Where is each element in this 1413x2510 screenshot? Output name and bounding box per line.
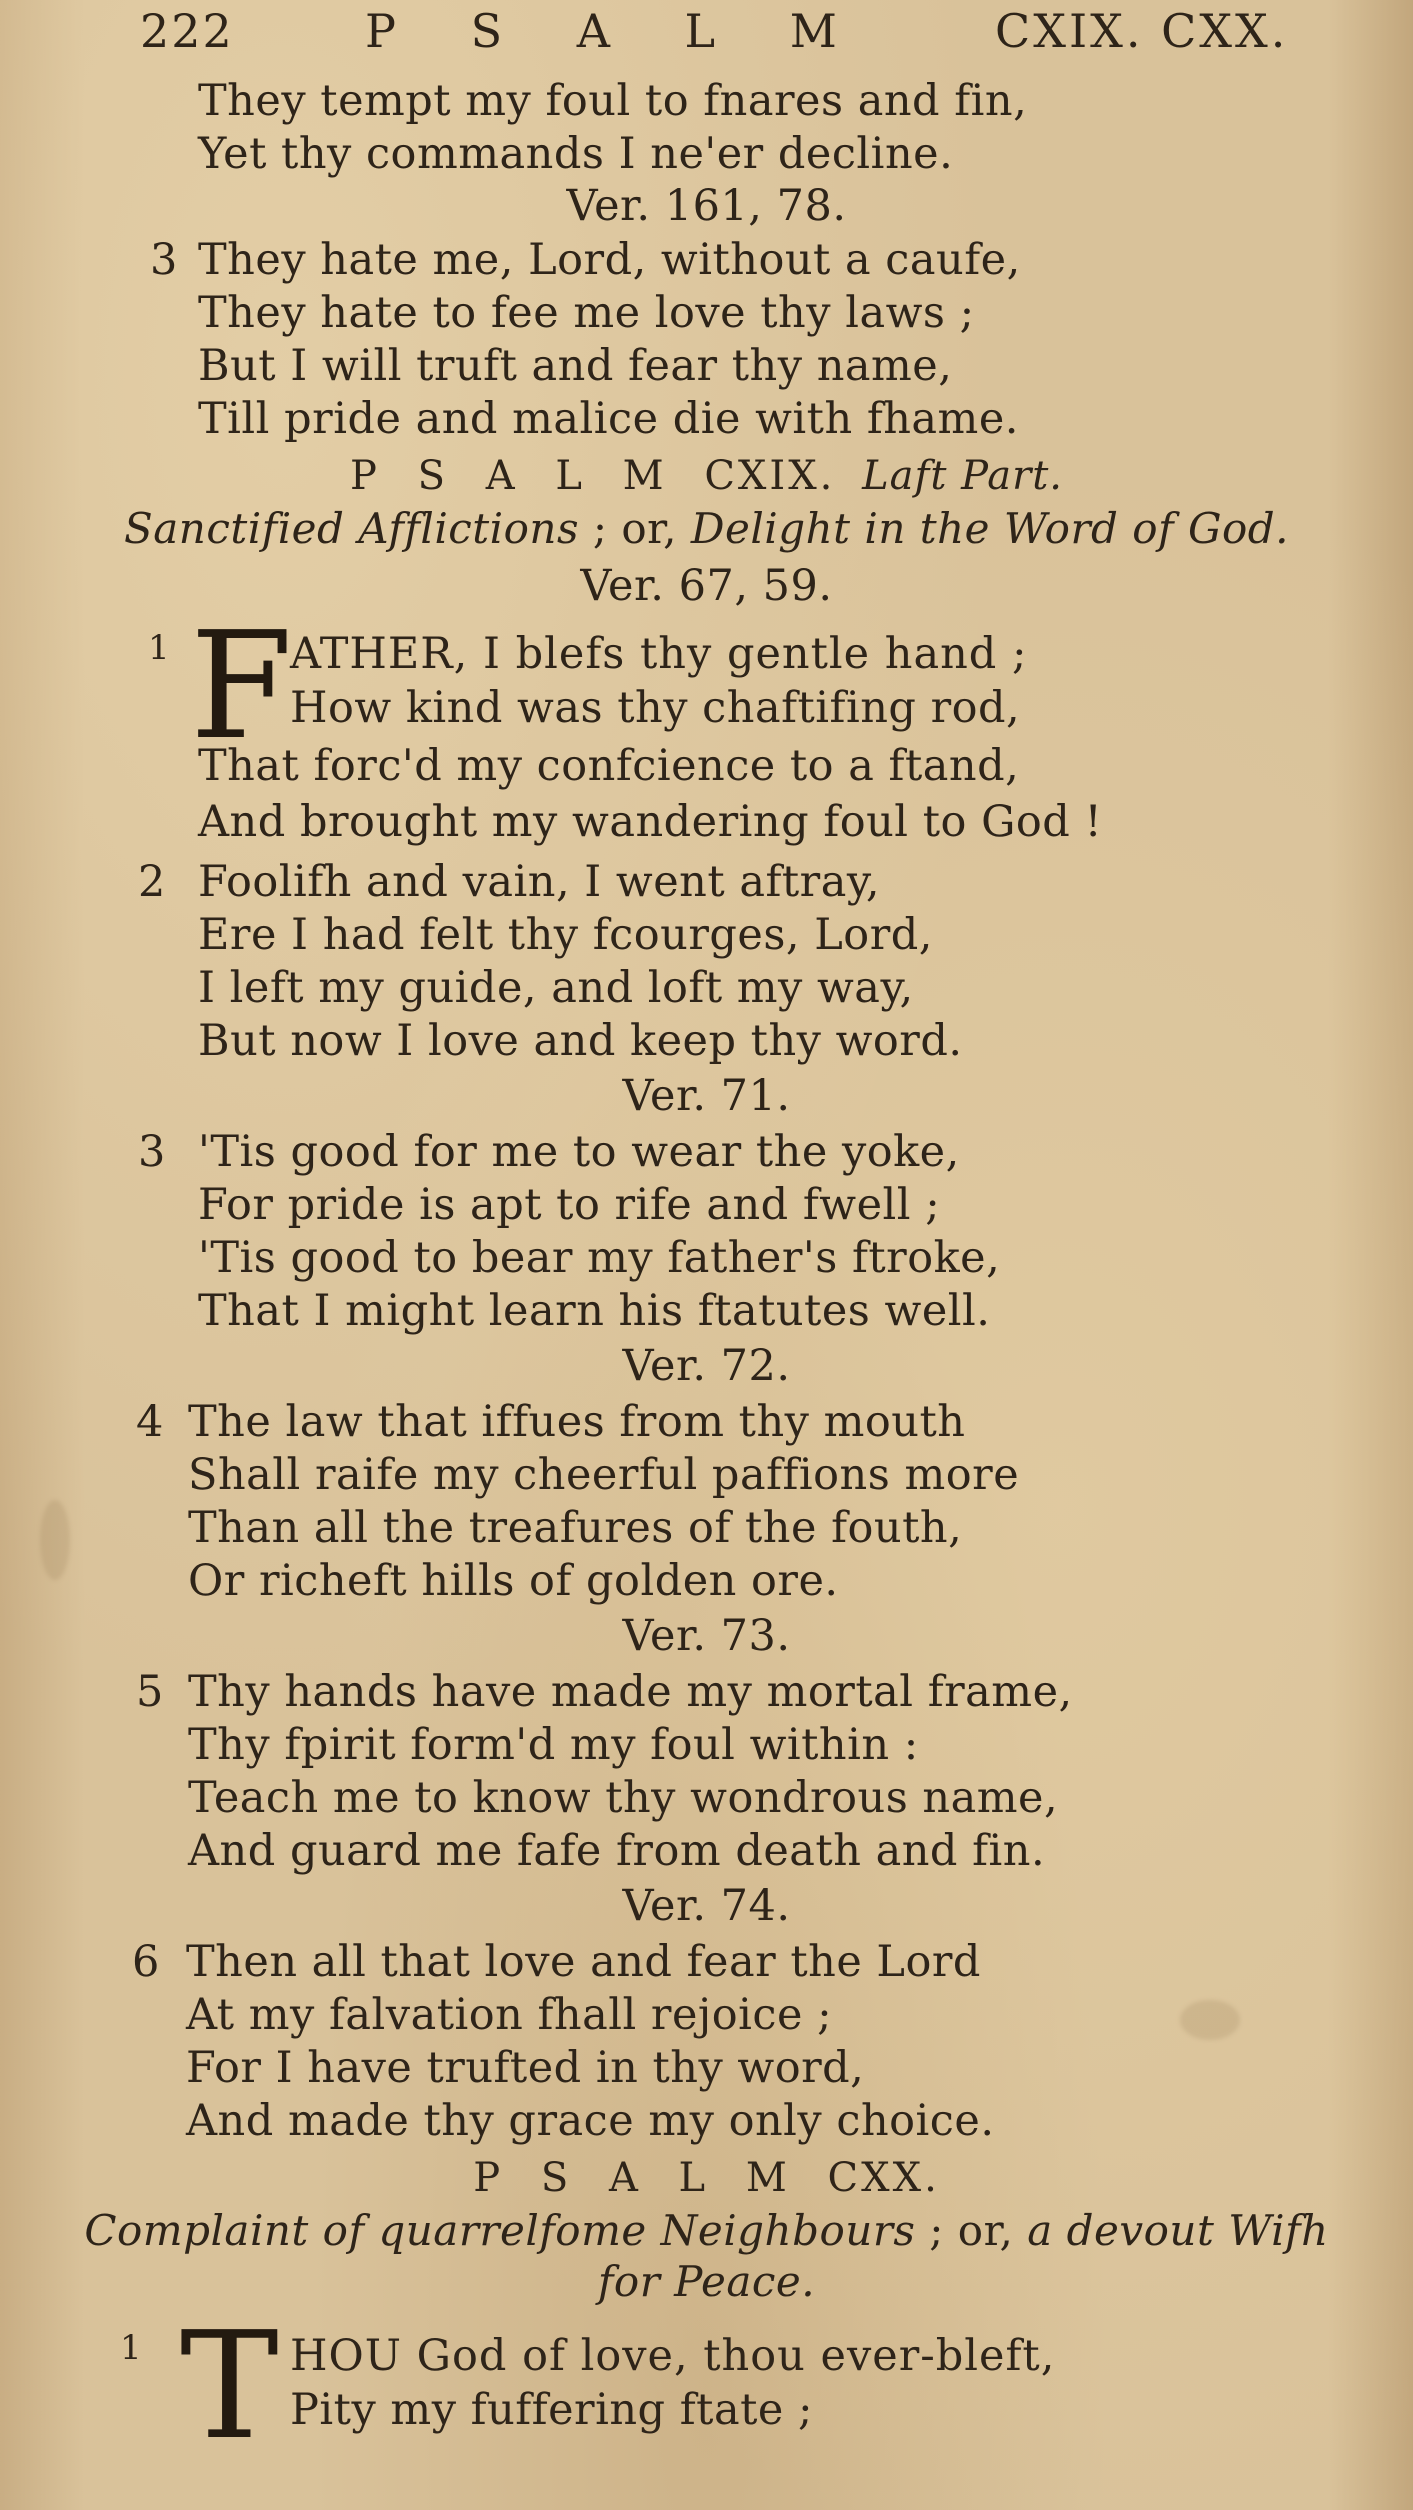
verse-line: Teach me to know thy wondrous name, (188, 1773, 1059, 1823)
verse-line: Or richeft hills of golden ore. (188, 1556, 839, 1606)
verse-line: At my falvation fhall rejoice ; (186, 1990, 833, 2040)
psalm-number: CXX. (827, 2155, 940, 2201)
verse-line: Shall raife my cheerful paffions more (188, 1450, 1020, 1500)
verse-line: Then all that love and fear the Lord (186, 1937, 981, 1987)
drop-cap: F (190, 600, 293, 772)
verse-line: And made thy grace my only choice. (186, 2096, 995, 2146)
stanza-number: 6 (132, 1937, 160, 1987)
verse-line: 'Tis good to bear my father's ftroke, (198, 1233, 1001, 1283)
psalm-subtitle (0, 2205, 1413, 2257)
verse-line: I left my guide, and loft my way, (198, 963, 914, 1013)
psalm-heading (0, 2152, 1413, 2204)
stanza-number: 5 (136, 1667, 164, 1717)
verse-line: Thy hands have made my mortal frame, (188, 1667, 1073, 1717)
stanza-number: 3 (150, 235, 178, 285)
subtitle-part1: Complaint of quarrelfome Neighbours (84, 2206, 916, 2255)
running-header (140, 4, 1390, 64)
stanza-number: 1 (120, 2328, 142, 2368)
verse-line: Till pride and malice die with fhame. (198, 394, 1019, 444)
verse-line: 'Tis good for me to wear the yoke, (198, 1127, 960, 1177)
psalm-word: P S A L M (473, 2155, 801, 2201)
verse-line: But now I love and keep thy word. (198, 1016, 963, 1066)
verse-reference: Ver. 74. (622, 1881, 791, 1931)
psalm-subtitle (0, 503, 1413, 555)
verse-line: For pride is apt to rife and fwell ; (198, 1180, 941, 1230)
verse-line: That forc'd my confcience to a ftand, (198, 741, 1020, 791)
verse-reference: Ver. 67, 59. (580, 561, 833, 611)
drop-cap: T (180, 2300, 279, 2472)
verse-line: Yet thy commands I ne'er decline. (198, 129, 954, 179)
subtitle-part1: Sanctified Afflictions (123, 504, 580, 553)
verse-reference: Ver. 161, 78. (566, 181, 847, 231)
subtitle-separator: ; or, (579, 504, 691, 553)
verse-reference: Ver. 71. (622, 1071, 791, 1121)
verse-line: ATHER, I blefs thy gentle hand ; (290, 629, 1028, 679)
stanza-number: 1 (148, 628, 170, 668)
verse-reference: Ver. 73. (622, 1611, 791, 1661)
verse-line: HOU God of love, thou ever-bleft, (290, 2331, 1056, 2381)
psalm-word: P S A L M (350, 453, 678, 499)
verse-line: And brought my wandering foul to God ! (198, 797, 1103, 847)
verse-line: Foolifh and vain, I went aftray, (198, 857, 881, 907)
verse-line: Than all the treafures of the fouth, (188, 1503, 963, 1553)
verse-line: For I have trufted in thy word, (186, 2043, 865, 2093)
subtitle-separator: ; or, (915, 2206, 1028, 2255)
stanza-number: 2 (138, 857, 166, 907)
verse-line: Ere I had felt thy fcourges, Lord, (198, 910, 933, 960)
psalm-number: CXIX. (704, 453, 836, 499)
stanza-number: 3 (138, 1127, 166, 1177)
verse-line: They tempt my foul to fnares and fin, (198, 76, 1028, 126)
verse-reference: Ver. 72. (622, 1341, 791, 1391)
verse-line: But I will truft and fear thy name, (198, 341, 953, 391)
subtitle-part2: Delight in the Word of God. (690, 504, 1290, 553)
verse-line: And guard me fafe from death and fin. (188, 1826, 1046, 1876)
psalm-subtitle-line2: for Peace. (597, 2257, 816, 2306)
verse-line: How kind was thy chaftifing rod, (290, 683, 1021, 733)
page-number: 222 (140, 4, 234, 58)
stanza-number: 4 (136, 1397, 164, 1447)
verse-line: Pity my fuffering ftate ; (290, 2385, 813, 2435)
verse-line: They hate me, Lord, without a caufe, (198, 235, 1021, 285)
header-psalm-numbers: CXIX. CXX. (995, 4, 1289, 58)
verse-line: The law that iffues from thy mouth (188, 1397, 966, 1447)
psalm-part: Laft Part. (862, 453, 1063, 499)
subtitle-part2: a devout Wifh (1027, 2206, 1329, 2255)
paper-stain (1180, 2000, 1240, 2040)
verse-line: Thy fpirit form'd my foul within : (188, 1720, 919, 1770)
header-title: P S A L M (365, 4, 867, 58)
verse-line: They hate to fee me love thy laws ; (198, 288, 975, 338)
verse-line: That I might learn his ftatutes well. (198, 1286, 991, 1336)
paper-stain (40, 1500, 70, 1580)
psalm-heading (0, 450, 1413, 502)
